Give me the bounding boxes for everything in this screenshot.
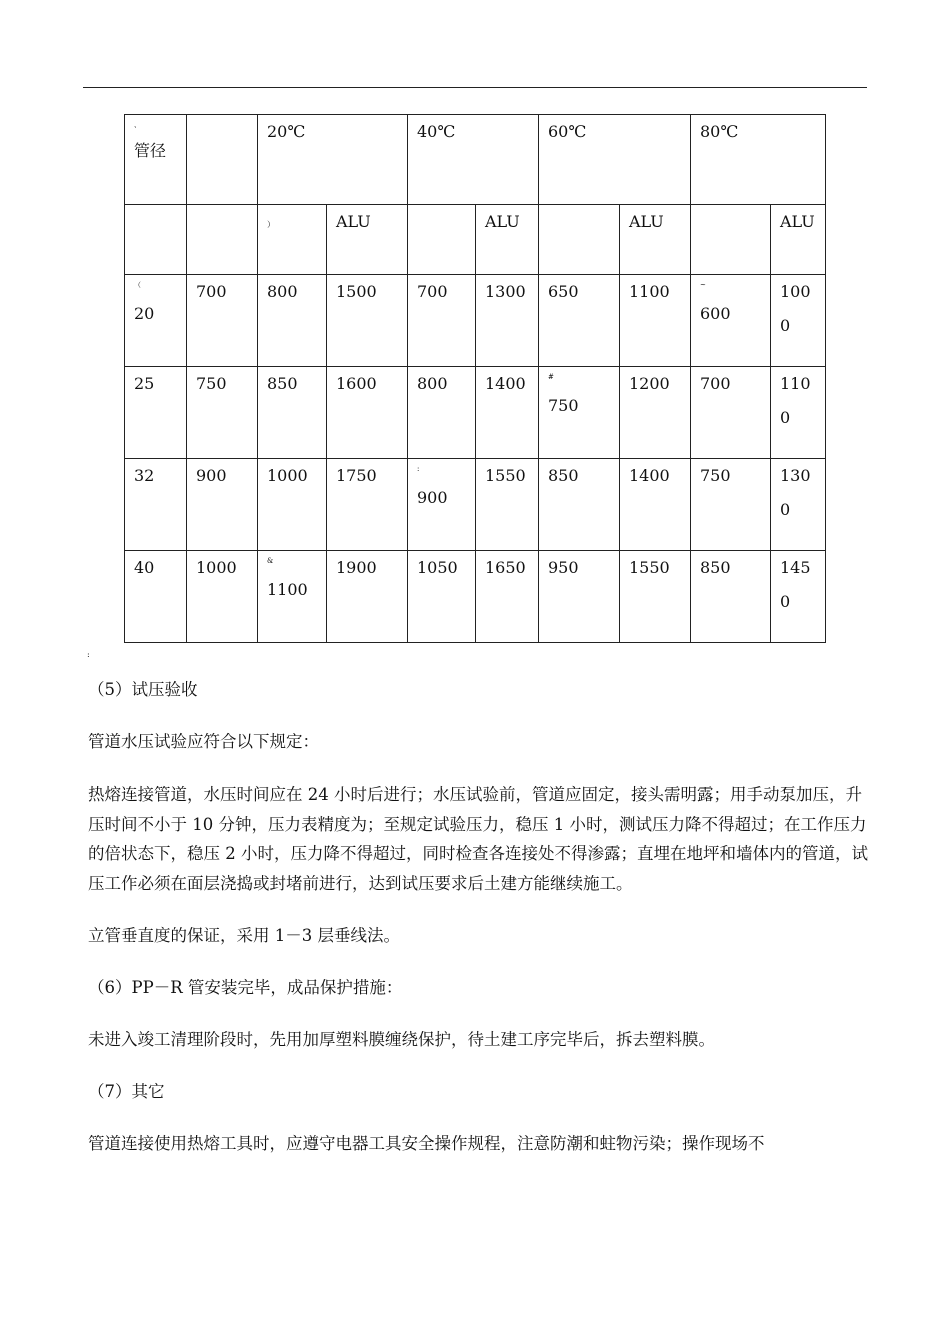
table-cell: 1750 [327, 459, 408, 551]
pipe-diameter-label: 管径 [134, 141, 167, 160]
cell-value: 600 [700, 304, 731, 323]
table-cell: 1100 [771, 367, 826, 459]
table-cell: 800 [408, 367, 476, 459]
temp-40-header: 40℃ [408, 115, 539, 205]
paragraph: 立管垂直度的保证，采用 1－3 层垂线法。 [88, 926, 400, 945]
cell-value: 1100 [267, 580, 308, 599]
table-row [125, 367, 826, 459]
alu-label: ALU [476, 205, 539, 275]
table-cell [539, 205, 620, 275]
header-rule [83, 87, 867, 88]
table-cell: 1550 [476, 459, 539, 551]
cell-mark: ~ [700, 281, 706, 289]
cell-mark: : [417, 465, 420, 473]
table-cell: 1450 [771, 551, 826, 643]
cell-mark: # [548, 373, 554, 381]
table-cell [691, 275, 771, 367]
table-cell: 1200 [620, 367, 691, 459]
section-heading-7: （7）其它 [88, 1082, 165, 1101]
table-cell [125, 205, 187, 275]
table-cell: 1000 [187, 551, 258, 643]
paragraph: 未进入竣工清理阶段时，先用加厚塑料膜缠绕保护，待土建工序完毕后，拆去塑料膜。 [88, 1030, 715, 1049]
table-cell: 1000 [771, 275, 826, 367]
paragraph: 管道水压试验应符合以下规定： [88, 732, 319, 751]
table-cell: 1900 [327, 551, 408, 643]
section-heading-6: （6）PP－R 管安装完毕，成品保护措施： [88, 978, 403, 997]
cell-mark: & [267, 557, 274, 565]
cell-value: 750 [548, 396, 579, 415]
table-cell: 950 [539, 551, 620, 643]
table-cell: 850 [539, 459, 620, 551]
table-cell [258, 205, 327, 275]
stray-mark: : [87, 650, 90, 659]
table-cell: 750 [187, 367, 258, 459]
paragraph: 热熔连接管道，水压时间应在 24 小时后进行；水压试验前，管道应固定，接头需明露；用手动泵加压，升压时间不小于 10 分钟，压力表精度为；至规定试验压力，稳压 1 小时，测试压力降不得超过；在工作压力的倍状态下，稳压 2 小时，压力降不得超过，同时检查各连接处不得渗露；直埋在地坪和墙体内的管道，试压工作必须在面层浇捣或封堵前进行，达到试压要求后土建方能继续施工。 [88, 785, 868, 893]
table-cell: 700 [408, 275, 476, 367]
table-header-row [125, 115, 826, 205]
pipe-size: 25 [125, 367, 187, 459]
table-row [125, 551, 826, 643]
table-cell: 900 [187, 459, 258, 551]
table-cell: 1300 [476, 275, 539, 367]
table-cell: 1000 [258, 459, 327, 551]
alu-label: ALU [771, 205, 826, 275]
table-cell: 1600 [327, 367, 408, 459]
document-body [88, 676, 868, 1182]
cell-mark: ） [267, 220, 275, 229]
table-cell: 1050 [408, 551, 476, 643]
temp-80-header: 80℃ [691, 115, 826, 205]
table-cell: 1550 [620, 551, 691, 643]
table-cell: 1100 [620, 275, 691, 367]
pressure-spec-table [124, 114, 826, 643]
table-cell: 1400 [620, 459, 691, 551]
table-cell: 1300 [771, 459, 826, 551]
table-cell: 800 [258, 275, 327, 367]
corner-mark: 、 [134, 121, 141, 129]
table-cell [258, 551, 327, 643]
pipe-size: 32 [125, 459, 187, 551]
table-cell: 700 [187, 275, 258, 367]
pipe-size: 20 [134, 304, 155, 323]
table-row [125, 275, 826, 367]
table-cell [187, 115, 258, 205]
pipe-diameter-header [125, 115, 187, 205]
section-heading-5: （5）试压验收 [88, 680, 198, 699]
table-cell: 1650 [476, 551, 539, 643]
alu-label: ALU [327, 205, 408, 275]
table-cell [539, 367, 620, 459]
table-cell: 850 [691, 551, 771, 643]
table-cell: 1500 [327, 275, 408, 367]
temp-60-header: 60℃ [539, 115, 691, 205]
table-cell [125, 275, 187, 367]
table-cell [408, 205, 476, 275]
table-cell: 650 [539, 275, 620, 367]
table-cell [408, 459, 476, 551]
pipe-size: 40 [125, 551, 187, 643]
table-subheader-row [125, 205, 826, 275]
cell-value: 900 [417, 488, 448, 507]
table-cell: 750 [691, 459, 771, 551]
cell-mark: （ [134, 281, 141, 289]
table-cell [691, 205, 771, 275]
table-cell [187, 205, 258, 275]
table-row [125, 459, 826, 551]
temp-20-header: 20℃ [258, 115, 408, 205]
table-cell: 700 [691, 367, 771, 459]
table-cell: 1400 [476, 367, 539, 459]
table-cell: 850 [258, 367, 327, 459]
alu-label: ALU [620, 205, 691, 275]
paragraph: 管道连接使用热熔工具时，应遵守电器工具安全操作规程，注意防潮和蛀物污染；操作现场不 [88, 1134, 765, 1153]
